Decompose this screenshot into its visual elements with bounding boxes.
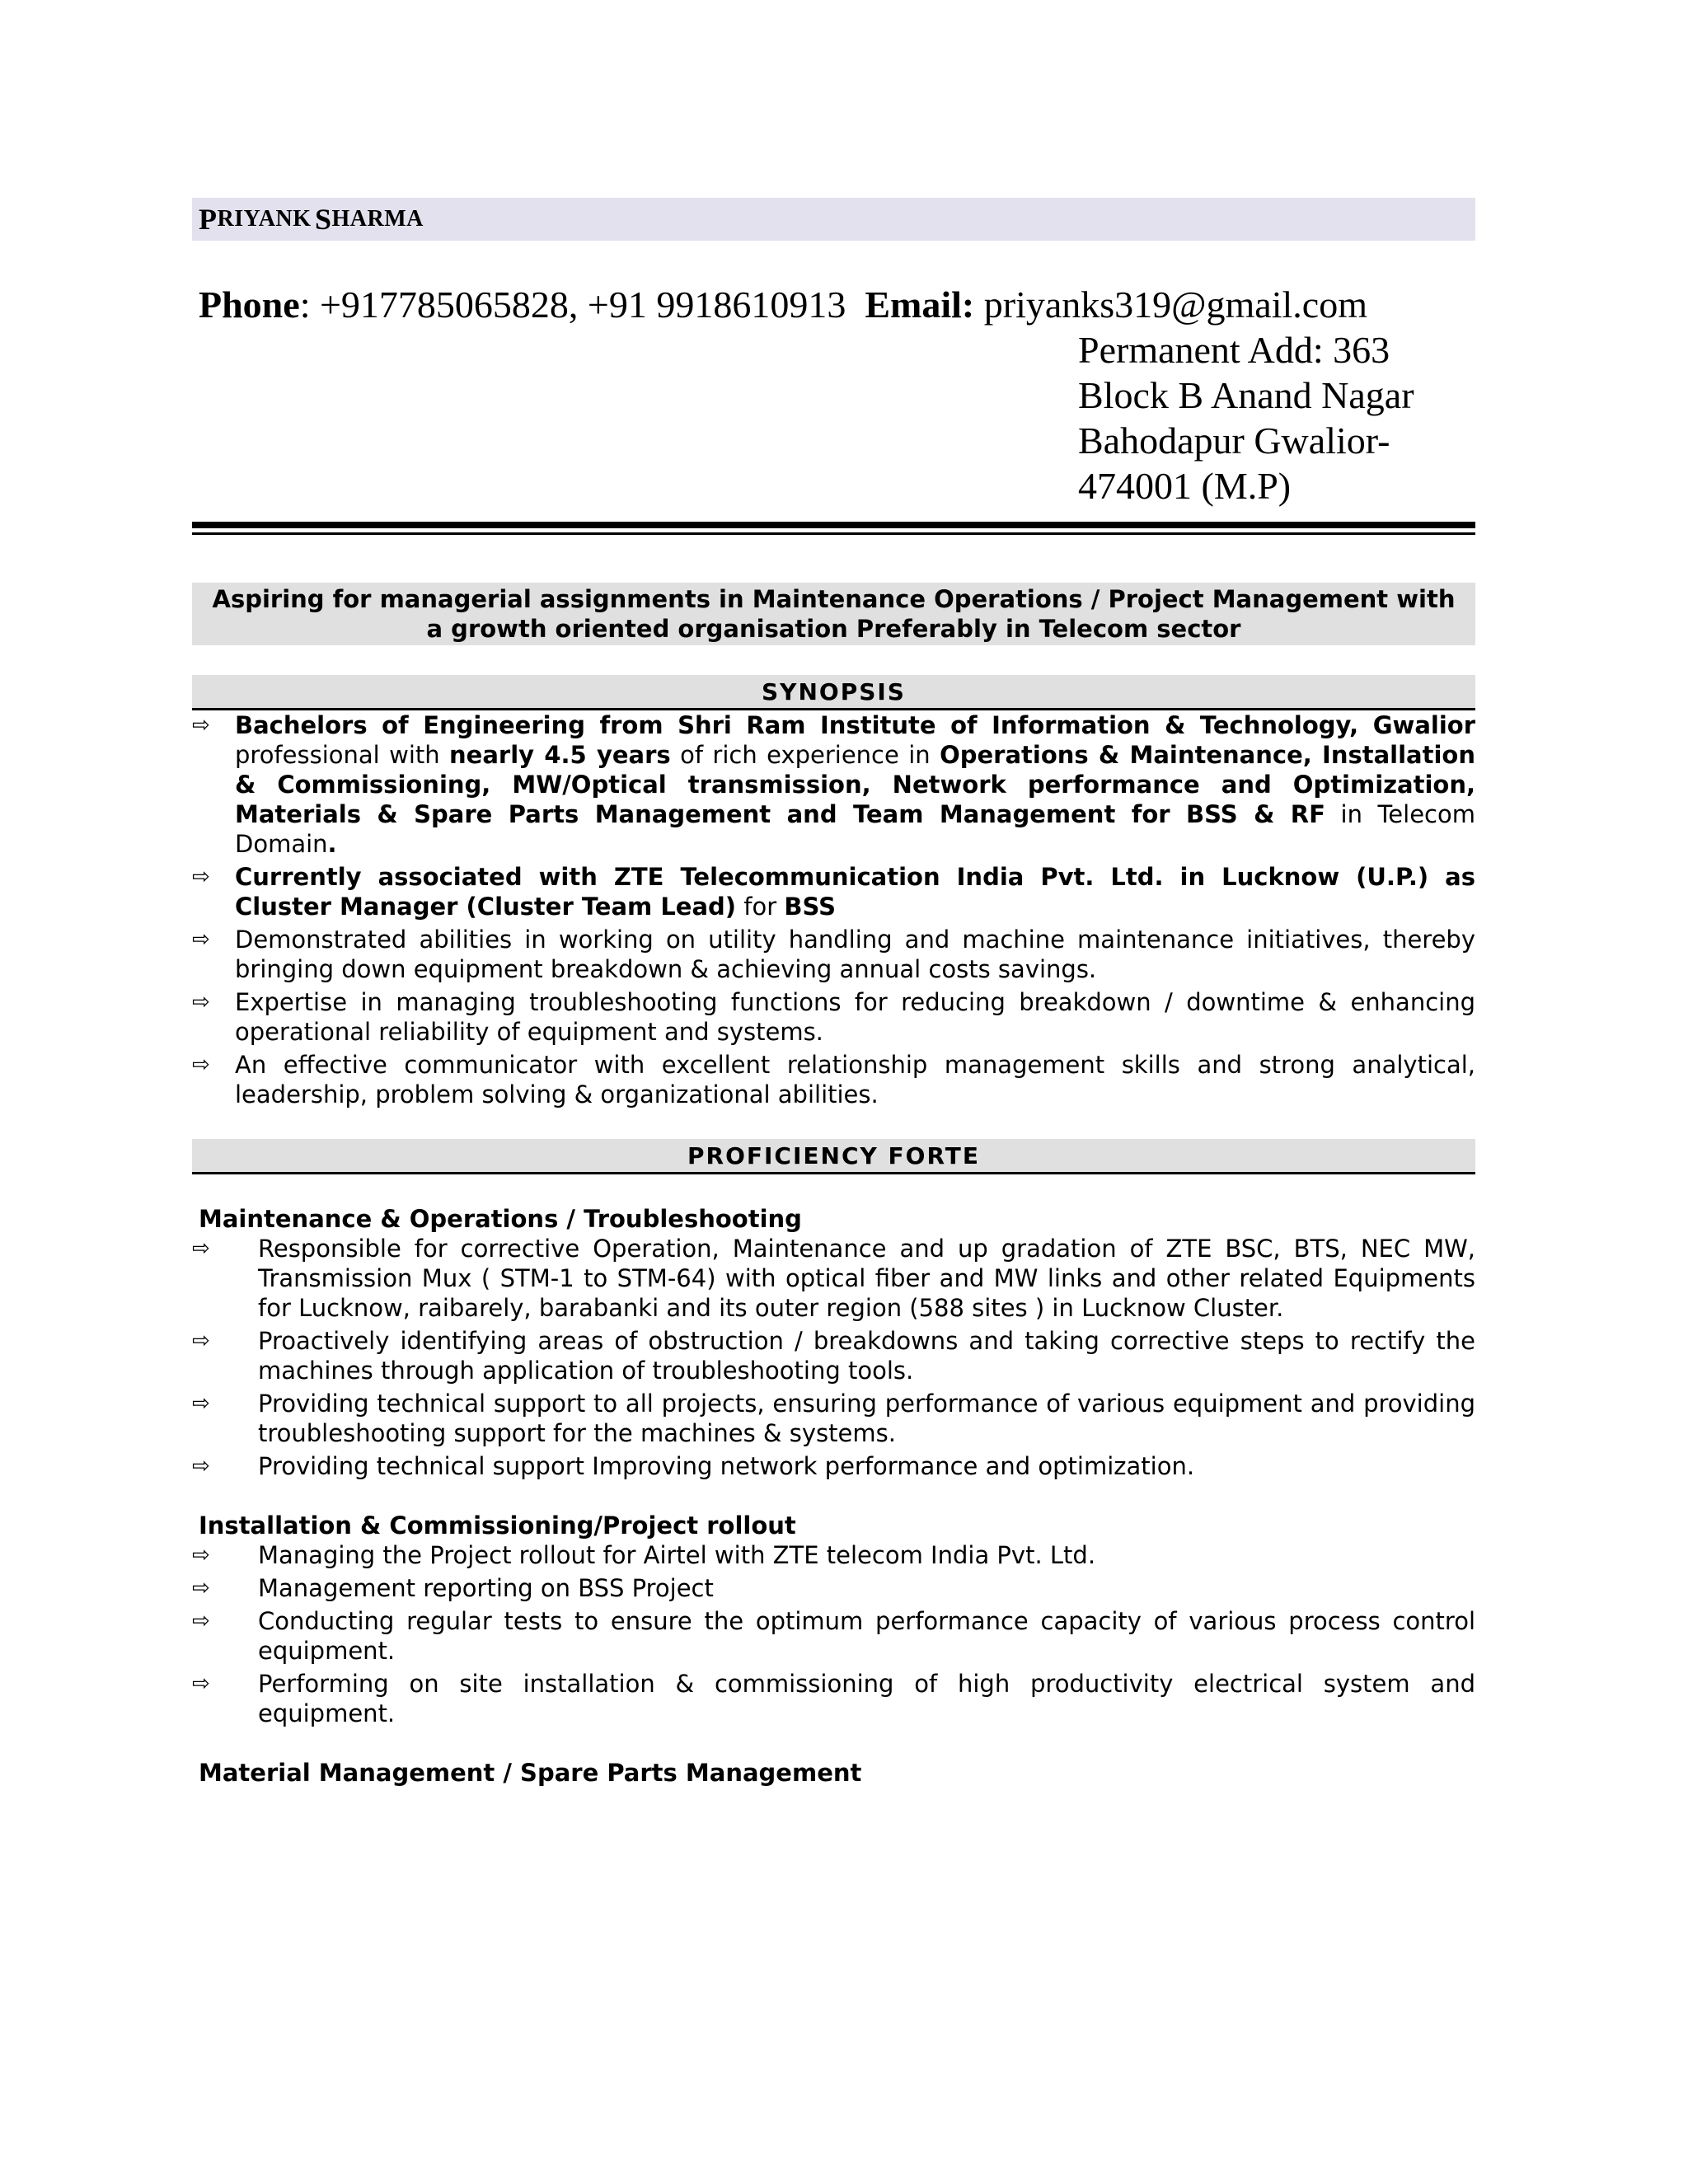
arrow-right-outline-icon: ⇨	[192, 1052, 210, 1077]
list-item: ⇨ Providing technical support to all projects, ensuring performance of various equipment and providing troubleshooting support for the machines & systems.	[192, 1390, 1475, 1447]
arrow-right-outline-icon: ⇨	[192, 1236, 210, 1261]
phone-value: : +917785065828, +91 9918610913	[299, 284, 846, 326]
list-item: ⇨ An effective communicator with excellent relationship management skills and strong analytical, leadership, problem solving & organizational abilities.	[192, 1051, 1475, 1108]
list-item: ⇨ Providing technical support Improving network performance and optimization.	[192, 1452, 1195, 1480]
arrow-right-outline-icon: ⇨	[192, 713, 210, 738]
name-last-rest: HARMA	[331, 206, 424, 232]
objective-statement: Aspiring for managerial assignments in Maintenance Operations / Project Management with a growth oriented organisation Preferably in Telecom sector	[192, 583, 1475, 645]
arrow-right-outline-icon: ⇨	[192, 1609, 210, 1633]
installation-heading: Installation & Commissioning/Project rollout	[199, 1511, 796, 1540]
proficiency-heading: PROFICIENCY FORTE	[192, 1139, 1475, 1174]
list-item: ⇨ Bachelors of Engineering from Shri Ram Institute of Information & Technology, Gwalior professional with nearly 4.5 years of rich experience in Operations & Maintenance, Installation & Commissioning, MW/Optical transmission, Network performance and Optimization, Materials & Spare Parts Management and Team Management for BSS & RF in Telecom Domain.	[192, 711, 1475, 858]
name-first-initial: P	[199, 203, 218, 236]
list-item: ⇨ Responsible for corrective Operation, Maintenance and up gradation of ZTE BSC, BTS, NEC MW, Transmission Mux ( STM-1 to STM-64) with optical fiber and MW links and other related Equipments for Lucknow, raibarely, barabanki and its outer region (588 sites ) in Lucknow Cluster.	[192, 1235, 1475, 1322]
list-item: ⇨ Managing the Project rollout for Airtel with ZTE telecom India Pvt. Ltd.	[192, 1541, 1096, 1569]
name-bar	[192, 198, 1475, 241]
arrow-right-outline-icon: ⇨	[192, 1543, 210, 1568]
maintenance-list	[192, 1234, 1475, 1481]
email-label: Email:	[865, 284, 975, 326]
list-item: ⇨ Currently associated with ZTE Telecommunication India Pvt. Ltd. in Lucknow (U.P.) as Cluster Manager (Cluster Team Lead) for BSS	[192, 863, 1475, 921]
material-heading: Material Management / Spare Parts Management	[199, 1759, 862, 1787]
arrow-right-outline-icon: ⇨	[192, 1454, 210, 1479]
arrow-right-outline-icon: ⇨	[192, 1329, 210, 1353]
resume-page	[192, 198, 1475, 1788]
phone-label: Phone	[199, 284, 300, 326]
header-rule-thick	[192, 522, 1475, 528]
list-item: ⇨ Conducting regular tests to ensure the optimum performance capacity of various process control equipment.	[192, 1607, 1475, 1665]
arrow-right-outline-icon: ⇨	[192, 865, 210, 889]
list-item: ⇨ Proactively identifying areas of obstruction / breakdowns and taking corrective steps to rectify the machines through application of troubleshooting tools.	[192, 1327, 1475, 1385]
list-item: ⇨ Management reporting on BSS Project	[192, 1574, 714, 1602]
arrow-right-outline-icon: ⇨	[192, 1671, 210, 1696]
list-item: ⇨ Expertise in managing troubleshooting functions for reducing breakdown / downtime & enhancing operational reliability of equipment and systems.	[192, 988, 1475, 1046]
arrow-right-outline-icon: ⇨	[192, 1576, 210, 1601]
maintenance-heading: Maintenance & Operations / Troubleshooting	[199, 1205, 802, 1233]
contact-line	[192, 282, 1475, 327]
address: Permanent Add: 363 Block B Anand Nagar Bahodapur Gwalior- 474001 (M.P)	[1078, 329, 1414, 507]
synopsis-list	[192, 710, 1475, 1109]
arrow-right-outline-icon: ⇨	[192, 1391, 210, 1416]
installation-list	[192, 1540, 1475, 1728]
name-last-initial: S	[315, 203, 332, 236]
arrow-right-outline-icon: ⇨	[192, 927, 210, 952]
list-item: ⇨ Performing on site installation & commissioning of high productivity electrical system and equipment.	[192, 1670, 1475, 1727]
email-value[interactable]: priyanks319@gmail.com	[974, 284, 1367, 326]
list-item: ⇨ Demonstrated abilities in working on utility handling and machine maintenance initiatives, thereby bringing down equipment breakdown & achieving annual costs savings.	[192, 926, 1475, 983]
synopsis-heading: SYNOPSIS	[192, 675, 1475, 710]
name-first-rest: RIYANK	[217, 206, 312, 232]
arrow-right-outline-icon: ⇨	[192, 990, 210, 1015]
header-rule-thin	[192, 532, 1475, 535]
